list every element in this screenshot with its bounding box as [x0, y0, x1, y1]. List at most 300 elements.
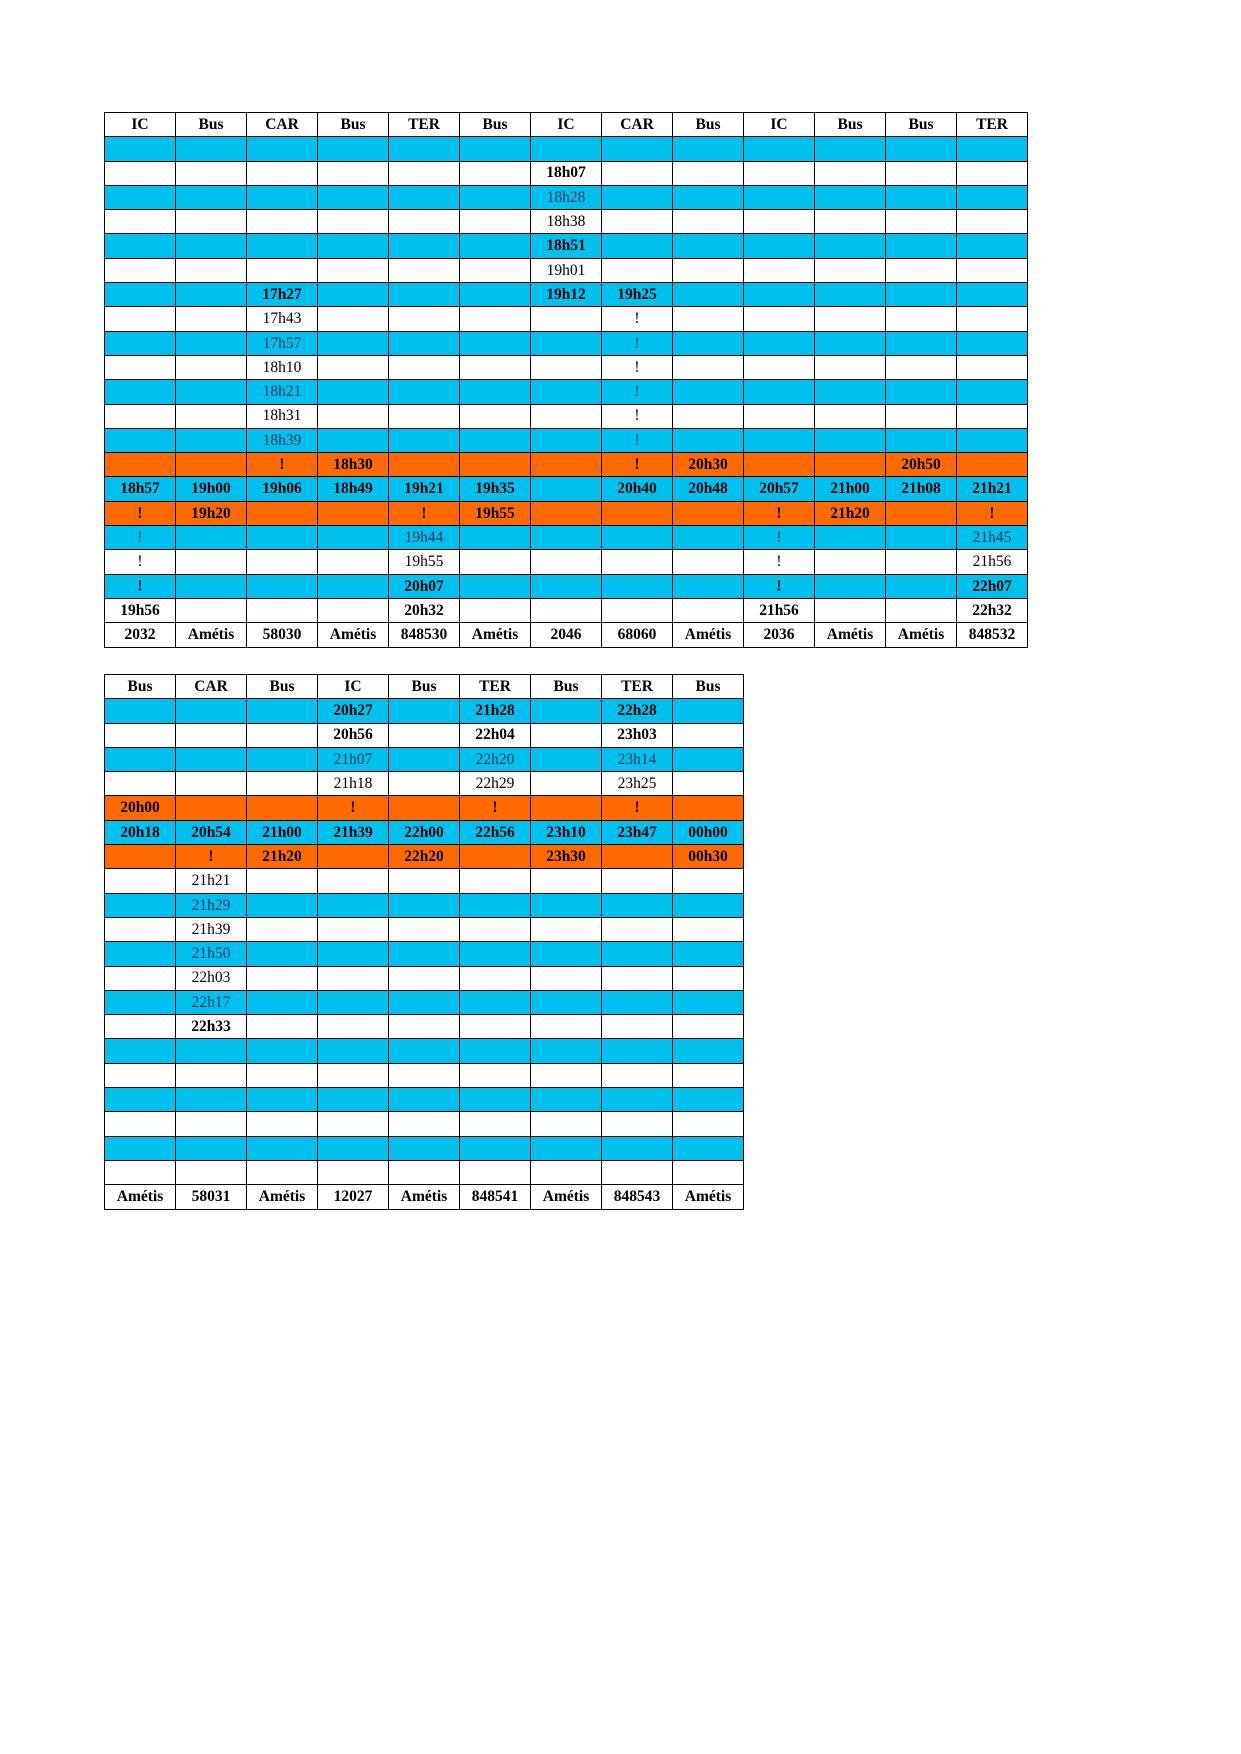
table-row: [105, 428, 1028, 452]
time-cell: [105, 845, 176, 869]
time-cell: [105, 234, 176, 258]
time-cell: 21h21: [957, 477, 1028, 501]
train-number-cell: Amétis: [673, 1185, 744, 1209]
time-cell: [673, 234, 744, 258]
timetable-1: [104, 112, 1028, 648]
time-cell: [247, 747, 318, 771]
time-cell: [460, 185, 531, 209]
time-cell: !: [602, 404, 673, 428]
time-cell: [815, 307, 886, 331]
time-cell: [318, 331, 389, 355]
time-cell: [531, 747, 602, 771]
time-cell: [886, 598, 957, 622]
time-cell: [247, 258, 318, 282]
time-cell: 17h57: [247, 331, 318, 355]
time-cell: [105, 380, 176, 404]
time-cell: [460, 234, 531, 258]
time-cell: [531, 331, 602, 355]
time-cell: [176, 1136, 247, 1160]
time-cell: [531, 501, 602, 525]
time-cell: [602, 893, 673, 917]
time-cell: [815, 185, 886, 209]
time-cell: 21h00: [815, 477, 886, 501]
time-cell: [531, 1160, 602, 1184]
time-cell: [105, 428, 176, 452]
time-cell: [602, 917, 673, 941]
time-cell: [389, 453, 460, 477]
time-cell: 23h03: [602, 723, 673, 747]
time-cell: [531, 380, 602, 404]
header-row: [105, 113, 1028, 137]
time-cell: [389, 283, 460, 307]
time-cell: [531, 1063, 602, 1087]
time-cell: [247, 137, 318, 161]
time-cell: [673, 355, 744, 379]
time-cell: !: [460, 796, 531, 820]
time-cell: [389, 1136, 460, 1160]
time-cell: [744, 185, 815, 209]
time-cell: [460, 869, 531, 893]
table-row: [105, 185, 1028, 209]
time-cell: [176, 1063, 247, 1087]
table-row: [105, 380, 1028, 404]
time-cell: [460, 1112, 531, 1136]
time-cell: [957, 185, 1028, 209]
time-cell: [247, 1088, 318, 1112]
time-cell: 23h47: [602, 820, 673, 844]
time-cell: [389, 942, 460, 966]
time-cell: [318, 1112, 389, 1136]
time-cell: [389, 966, 460, 990]
time-cell: 18h30: [318, 453, 389, 477]
time-cell: [815, 598, 886, 622]
time-cell: 20h56: [318, 723, 389, 747]
time-cell: [389, 161, 460, 185]
time-cell: [957, 380, 1028, 404]
time-cell: [957, 404, 1028, 428]
time-cell: [247, 942, 318, 966]
table-row: [105, 1015, 744, 1039]
time-cell: [673, 137, 744, 161]
time-cell: [460, 526, 531, 550]
time-cell: 21h18: [318, 772, 389, 796]
time-cell: !: [105, 550, 176, 574]
time-cell: 19h00: [176, 477, 247, 501]
train-number-cell: Amétis: [318, 623, 389, 647]
time-cell: [389, 380, 460, 404]
time-cell: [247, 550, 318, 574]
time-cell: [460, 428, 531, 452]
time-cell: [247, 893, 318, 917]
time-cell: [531, 404, 602, 428]
time-cell: 21h20: [247, 845, 318, 869]
time-cell: [460, 990, 531, 1014]
time-cell: [389, 234, 460, 258]
time-cell: [105, 210, 176, 234]
time-cell: [318, 893, 389, 917]
time-cell: [247, 1015, 318, 1039]
time-cell: !: [602, 796, 673, 820]
time-cell: [389, 1088, 460, 1112]
table-row: [105, 477, 1028, 501]
time-cell: [460, 355, 531, 379]
time-cell: [389, 185, 460, 209]
time-cell: [105, 137, 176, 161]
time-cell: [531, 1039, 602, 1063]
time-cell: [531, 1088, 602, 1112]
time-cell: [389, 1039, 460, 1063]
time-cell: [602, 526, 673, 550]
time-cell: 21h39: [318, 820, 389, 844]
time-cell: [673, 574, 744, 598]
time-cell: 21h08: [886, 477, 957, 501]
time-cell: 23h30: [531, 845, 602, 869]
time-cell: 20h32: [389, 598, 460, 622]
table-row: [105, 1112, 744, 1136]
column-header: Bus: [673, 675, 744, 699]
time-cell: [886, 307, 957, 331]
time-cell: [602, 550, 673, 574]
time-cell: [176, 161, 247, 185]
time-cell: [176, 453, 247, 477]
time-cell: [318, 1160, 389, 1184]
column-header: IC: [105, 113, 176, 137]
time-cell: [815, 574, 886, 598]
timetable-2: [104, 674, 744, 1210]
time-cell: 18h21: [247, 380, 318, 404]
time-cell: [460, 283, 531, 307]
time-cell: 20h54: [176, 820, 247, 844]
time-cell: [176, 404, 247, 428]
time-cell: [176, 380, 247, 404]
column-header: Bus: [815, 113, 886, 137]
time-cell: [531, 428, 602, 452]
time-cell: [531, 723, 602, 747]
column-header: IC: [531, 113, 602, 137]
time-cell: 22h00: [389, 820, 460, 844]
time-cell: [460, 845, 531, 869]
time-cell: [957, 453, 1028, 477]
time-cell: [105, 185, 176, 209]
time-cell: [744, 283, 815, 307]
time-cell: [602, 1160, 673, 1184]
time-cell: [673, 796, 744, 820]
time-cell: [318, 574, 389, 598]
time-cell: [957, 331, 1028, 355]
time-cell: 19h35: [460, 477, 531, 501]
column-header: Bus: [886, 113, 957, 137]
time-cell: !: [318, 796, 389, 820]
time-cell: [176, 1088, 247, 1112]
time-cell: 22h28: [602, 699, 673, 723]
time-cell: [744, 234, 815, 258]
time-cell: [247, 772, 318, 796]
time-cell: [744, 453, 815, 477]
time-cell: [460, 1015, 531, 1039]
time-cell: [105, 1112, 176, 1136]
time-cell: [602, 1015, 673, 1039]
time-cell: [176, 1039, 247, 1063]
time-cell: [673, 942, 744, 966]
time-cell: [318, 234, 389, 258]
time-cell: !: [602, 453, 673, 477]
time-cell: [389, 210, 460, 234]
time-cell: 20h50: [886, 453, 957, 477]
table-row: [105, 307, 1028, 331]
time-cell: [318, 404, 389, 428]
time-cell: [247, 161, 318, 185]
train-number-cell: Amétis: [673, 623, 744, 647]
time-cell: [176, 772, 247, 796]
time-cell: 19h12: [531, 283, 602, 307]
train-number-cell: 58031: [176, 1185, 247, 1209]
time-cell: [886, 210, 957, 234]
time-cell: [318, 990, 389, 1014]
time-cell: [176, 747, 247, 771]
train-number-cell: Amétis: [176, 623, 247, 647]
train-number-cell: Amétis: [886, 623, 957, 647]
column-header: Bus: [531, 675, 602, 699]
time-cell: [815, 137, 886, 161]
time-cell: [460, 598, 531, 622]
time-cell: [247, 869, 318, 893]
time-cell: 19h01: [531, 258, 602, 282]
time-cell: [176, 574, 247, 598]
table-row: [105, 1088, 744, 1112]
table-row: [105, 845, 744, 869]
time-cell: 18h31: [247, 404, 318, 428]
time-cell: [886, 234, 957, 258]
time-cell: [602, 990, 673, 1014]
time-cell: [815, 161, 886, 185]
time-cell: [389, 990, 460, 1014]
table-row: [105, 893, 744, 917]
column-header: Bus: [247, 675, 318, 699]
time-cell: [602, 137, 673, 161]
time-cell: 19h21: [389, 477, 460, 501]
column-header: TER: [389, 113, 460, 137]
time-cell: 20h40: [602, 477, 673, 501]
time-cell: [744, 210, 815, 234]
time-cell: [744, 380, 815, 404]
time-cell: [815, 453, 886, 477]
table-row: [105, 283, 1028, 307]
time-cell: 21h00: [247, 820, 318, 844]
time-cell: 19h55: [460, 501, 531, 525]
train-number-cell: 848541: [460, 1185, 531, 1209]
table-row: [105, 966, 744, 990]
time-cell: [318, 1136, 389, 1160]
time-cell: 22h20: [389, 845, 460, 869]
time-cell: [531, 796, 602, 820]
time-cell: [673, 1136, 744, 1160]
time-cell: [886, 258, 957, 282]
column-header: TER: [460, 675, 531, 699]
time-cell: [389, 699, 460, 723]
time-cell: [389, 307, 460, 331]
time-cell: [460, 917, 531, 941]
time-cell: [105, 283, 176, 307]
time-cell: [815, 550, 886, 574]
time-cell: 21h29: [176, 893, 247, 917]
table-row: [105, 234, 1028, 258]
time-cell: 22h03: [176, 966, 247, 990]
time-cell: [531, 137, 602, 161]
table-row: [105, 404, 1028, 428]
time-cell: [460, 1063, 531, 1087]
train-number-cell: Amétis: [105, 1185, 176, 1209]
time-cell: [176, 699, 247, 723]
time-cell: [460, 258, 531, 282]
time-cell: [602, 1136, 673, 1160]
time-cell: [389, 1015, 460, 1039]
time-cell: [247, 796, 318, 820]
time-cell: [602, 210, 673, 234]
time-cell: 21h20: [815, 501, 886, 525]
time-cell: !: [389, 501, 460, 525]
time-cell: 21h07: [318, 747, 389, 771]
time-cell: [247, 917, 318, 941]
time-cell: [815, 355, 886, 379]
time-cell: [247, 1112, 318, 1136]
time-cell: [886, 550, 957, 574]
time-cell: [673, 1160, 744, 1184]
time-cell: !: [602, 428, 673, 452]
time-cell: !: [957, 501, 1028, 525]
table-row: [105, 161, 1028, 185]
column-header: CAR: [247, 113, 318, 137]
time-cell: [531, 990, 602, 1014]
time-cell: 22h04: [460, 723, 531, 747]
time-cell: [602, 1039, 673, 1063]
time-cell: 21h39: [176, 917, 247, 941]
column-header: Bus: [176, 113, 247, 137]
time-cell: [673, 1088, 744, 1112]
time-cell: [673, 210, 744, 234]
time-cell: [673, 869, 744, 893]
time-cell: [673, 917, 744, 941]
time-cell: [673, 772, 744, 796]
time-cell: [389, 137, 460, 161]
time-cell: [318, 283, 389, 307]
time-cell: [673, 283, 744, 307]
time-cell: 00h30: [673, 845, 744, 869]
time-cell: [105, 1136, 176, 1160]
time-cell: 18h07: [531, 161, 602, 185]
time-cell: [105, 161, 176, 185]
time-cell: [105, 1039, 176, 1063]
table-row: [105, 942, 744, 966]
time-cell: [318, 526, 389, 550]
train-number-cell: 2032: [105, 623, 176, 647]
time-cell: [318, 210, 389, 234]
column-header: IC: [744, 113, 815, 137]
time-cell: [815, 331, 886, 355]
time-cell: 22h17: [176, 990, 247, 1014]
column-header: CAR: [602, 113, 673, 137]
time-cell: !: [744, 574, 815, 598]
time-cell: !: [744, 550, 815, 574]
train-number-cell: 848532: [957, 623, 1028, 647]
time-cell: [602, 185, 673, 209]
time-cell: [531, 307, 602, 331]
time-cell: [815, 234, 886, 258]
time-cell: [176, 283, 247, 307]
time-cell: [531, 942, 602, 966]
time-cell: [815, 380, 886, 404]
time-cell: 21h21: [176, 869, 247, 893]
time-cell: !: [602, 331, 673, 355]
time-cell: [673, 966, 744, 990]
table-row: [105, 1160, 744, 1184]
time-cell: 20h07: [389, 574, 460, 598]
time-cell: [957, 283, 1028, 307]
table-row: [105, 526, 1028, 550]
time-cell: [318, 137, 389, 161]
time-cell: [176, 137, 247, 161]
time-cell: 18h28: [531, 185, 602, 209]
table-row: [105, 747, 744, 771]
time-cell: [176, 234, 247, 258]
time-cell: [105, 772, 176, 796]
time-cell: [744, 428, 815, 452]
time-cell: [389, 893, 460, 917]
time-cell: [460, 380, 531, 404]
time-cell: 22h20: [460, 747, 531, 771]
time-cell: [602, 574, 673, 598]
time-cell: [460, 331, 531, 355]
time-cell: [744, 355, 815, 379]
time-cell: 19h25: [602, 283, 673, 307]
time-cell: [318, 1015, 389, 1039]
time-cell: [673, 404, 744, 428]
table-row: [105, 598, 1028, 622]
time-cell: [673, 307, 744, 331]
time-cell: [673, 1015, 744, 1039]
time-cell: [460, 966, 531, 990]
train-number-cell: 2046: [531, 623, 602, 647]
time-cell: [531, 966, 602, 990]
time-cell: [957, 307, 1028, 331]
time-cell: [105, 331, 176, 355]
time-cell: [460, 137, 531, 161]
time-cell: 22h32: [957, 598, 1028, 622]
time-cell: [815, 258, 886, 282]
time-cell: 22h29: [460, 772, 531, 796]
time-cell: [531, 526, 602, 550]
time-cell: [815, 283, 886, 307]
time-cell: [602, 598, 673, 622]
time-cell: [602, 234, 673, 258]
time-cell: [673, 526, 744, 550]
time-cell: [886, 355, 957, 379]
time-cell: [318, 845, 389, 869]
time-cell: 18h38: [531, 210, 602, 234]
time-cell: [815, 404, 886, 428]
time-cell: 18h49: [318, 477, 389, 501]
time-cell: [318, 869, 389, 893]
time-cell: [531, 1136, 602, 1160]
time-cell: [460, 453, 531, 477]
time-cell: [531, 893, 602, 917]
time-cell: [389, 404, 460, 428]
time-cell: [531, 550, 602, 574]
table-row: [105, 453, 1028, 477]
time-cell: [318, 917, 389, 941]
time-cell: 22h56: [460, 820, 531, 844]
time-cell: [673, 598, 744, 622]
time-cell: [318, 258, 389, 282]
